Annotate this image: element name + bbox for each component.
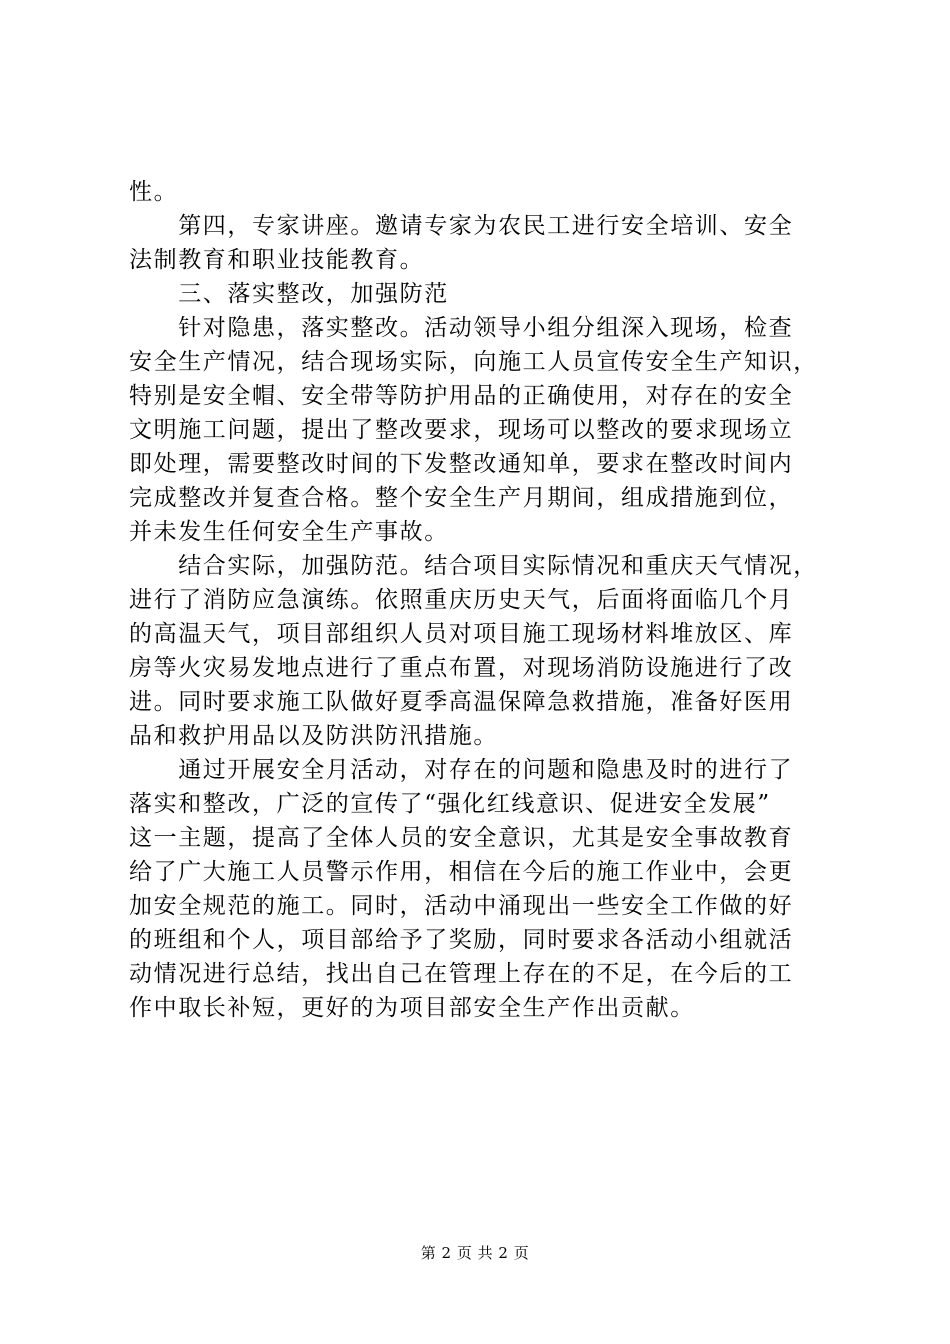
- text-line: 法制教育和职业技能教育。: [129, 247, 425, 273]
- text-line: 落实和整改，广泛的宣传了“强化红线意识、促进安全发展”: [129, 791, 771, 817]
- text-line: 的班组和个人，项目部给予了奖励，同时要求各活动小组就活: [129, 927, 794, 953]
- text-line: 动情况进行总结，找出自己在管理上存在的不足，在今后的工: [129, 961, 794, 987]
- page-number-footer: 第 2 页 共 2 页: [420, 1244, 530, 1262]
- text-line: 给了广大施工人员警示作用，相信在今后的施工作业中，会更: [129, 859, 794, 885]
- document-body: [129, 175, 833, 1025]
- text-line: 进行了消防应急演练。依照重庆历史天气，后面将面临几个月: [129, 587, 794, 613]
- text-line: 通过开展安全月活动，对存在的问题和隐患及时的进行了: [129, 757, 794, 783]
- text-line: 作中取长补短，更好的为项目部安全生产作出贡献。: [129, 995, 695, 1021]
- text-line: 即处理，需要整改时间的下发整改通知单，要求在整改时间内: [129, 451, 794, 477]
- text-line: 第四，专家讲座。邀请专家为农民工进行安全培训、安全: [129, 213, 794, 239]
- text-line: 特别是安全帽、安全带等防护用品的正确使用，对存在的安全: [129, 383, 794, 409]
- text-line: 品和救护用品以及防洪防汛措施。: [129, 723, 498, 749]
- text-line: 并未发生任何安全生产事故。: [129, 519, 449, 545]
- text-line: 进。同时要求施工队做好夏季高温保障急救措施，准备好医用: [129, 689, 794, 715]
- text-line: 性。: [129, 179, 179, 205]
- text-line: 文明施工问题，提出了整改要求，现场可以整改的要求现场立: [129, 417, 794, 443]
- text-line: 加安全规范的施工。同时，活动中涌现出一些安全工作做的好: [129, 893, 794, 919]
- text-line: 针对隐患，落实整改。活动领导小组分组深入现场，检查: [129, 315, 794, 341]
- text-line: 房等火灾易发地点进行了重点布置，对现场消防设施进行了改: [129, 655, 794, 681]
- text-line: 这一主题，提高了全体人员的安全意识，尤其是安全事故教育: [129, 825, 794, 851]
- text-line: 的高温天气，项目部组织人员对项目施工现场材料堆放区、库: [129, 621, 794, 647]
- text-line: 安全生产情况，结合现场实际，向施工人员宣传安全生产知识，: [129, 349, 818, 375]
- text-line: 结合实际，加强防范。结合项目实际情况和重庆天气情况，: [129, 553, 818, 579]
- text-line: 完成整改并复查合格。整个安全生产月期间，组成措施到位，: [129, 485, 794, 511]
- section-heading: 三、落实整改，加强防范: [129, 281, 449, 307]
